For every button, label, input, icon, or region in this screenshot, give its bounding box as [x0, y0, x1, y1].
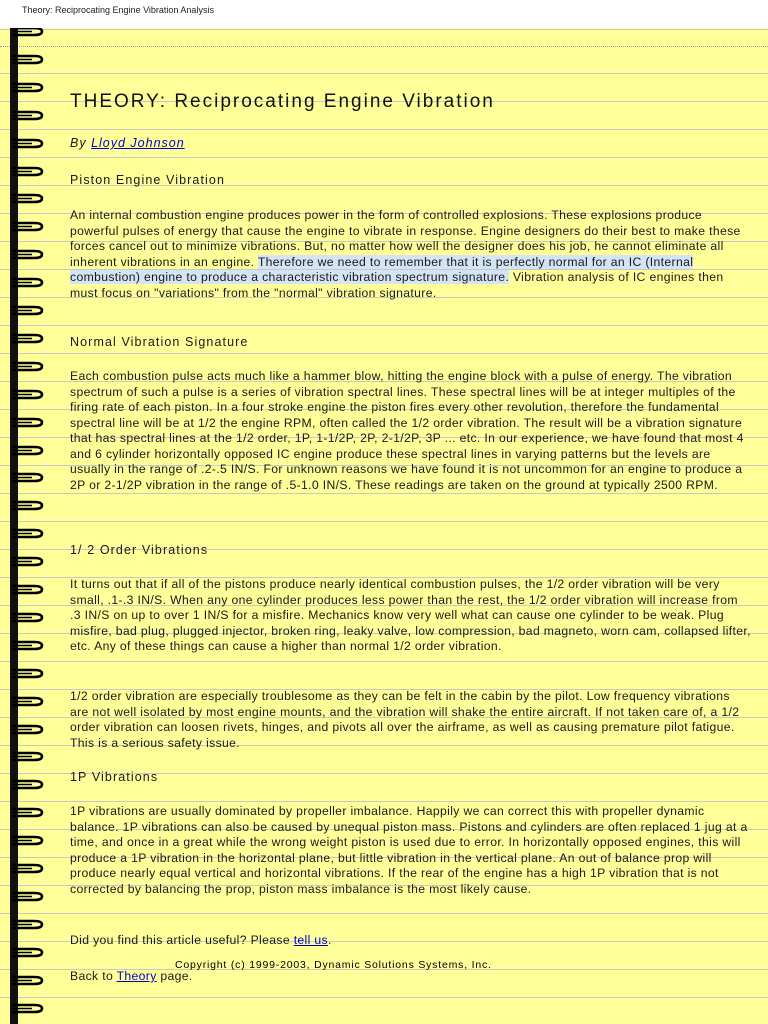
spiral-ring-icon: [12, 526, 46, 540]
spiral-ring-icon: [12, 443, 46, 457]
spiral-ring-icon: [12, 28, 46, 38]
spiral-ring-icon: [12, 303, 46, 317]
paragraph-half-order-1: It turns out that if all of the pistons produce nearly identical combustion pulses, the 1/2 order vibration will be very small, .1-.3 IN/S. When any one cylinder produces less power than the rest, the 1/2 order vibration will increase from .3 IN/S on up to over 1 IN/S for a misfire. Mechanics know very well what can cause one cylinder to be weak. Plug misfire, bad plug, plugged injector, broken ring, leaky valve, low compression, bad magneto, worn cam, collapsed lifter, etc. Any of these things can cause a higher than normal 1/2 order vibration.: [70, 577, 751, 653]
browser-header: [0, 0, 768, 28]
spiral-ring-icon: [12, 387, 46, 401]
article-title: THEORY: Reciprocating Engine Vibration: [70, 91, 495, 112]
paragraph-piston-end: Vibration analysis of IC engines then must focus on "variations" from the "normal" vibration signature.: [70, 270, 724, 300]
section-heading-half-order: 1/ 2 Order Vibrations: [70, 543, 209, 557]
spiral-ring-icon: [12, 275, 46, 289]
spiral-ring-icon: [12, 694, 46, 708]
highlighted-text: Therefore we need to remember that it is perfectly normal for an IC (Internal combustion) engine to produce a characteristic vibration spectrum signature.: [70, 254, 694, 284]
spiral-ring-icon: [12, 359, 46, 373]
theory-link[interactable]: Theory: [116, 969, 157, 983]
back-line: [70, 969, 752, 985]
section-heading-normal: Normal Vibration Signature: [70, 335, 249, 349]
spiral-ring-icon: [12, 582, 46, 596]
spiral-ring-icon: [12, 917, 46, 931]
spiral-ring-icon: [12, 861, 46, 875]
back-end: page.: [156, 969, 193, 983]
spiral-ring-icon: [12, 973, 46, 987]
paragraph-piston: [70, 208, 752, 301]
spiral-ring-icon: [12, 498, 46, 512]
spiral-ring-icon: [12, 191, 46, 205]
spiral-ring-icon: [12, 164, 46, 178]
spiral-ring-icon: [12, 247, 46, 261]
tell-us-link[interactable]: tell us: [293, 933, 328, 947]
spiral-ring-icon: [12, 722, 46, 736]
spiral-ring-icon: [12, 1001, 46, 1015]
section-heading-piston: Piston Engine Vibration: [70, 173, 226, 187]
spiral-ring-icon: [12, 470, 46, 484]
section-heading-1p: 1P Vibrations: [70, 770, 159, 784]
feedback-line: [70, 933, 752, 949]
spiral-ring-icon: [12, 108, 46, 122]
author-link[interactable]: Lloyd Johnson: [91, 136, 185, 150]
spiral-ring-icon: [12, 415, 46, 429]
feedback-text: Did you find this article useful? Please: [70, 933, 294, 947]
spiral-ring-icon: [12, 749, 46, 763]
spiral-ring-icon: [12, 945, 46, 959]
spiral-ring-icon: [12, 638, 46, 652]
paragraph-normal: Each combustion pulse acts much like a hammer blow, hitting the engine block with a pulse of energy. The vibration spectrum of such a pulse is a series of vibration spectral lines. These spectral lines will be at integer multiples of the firing rate of each piston. In a four stroke engine the piston fires every other revolution, therefore the fundamental spectral line will be at 1/2 the engine RPM, often called the 1/2 order vibration. The result will be a vibration signature that has spectral lines at the 1/2 order, 1P, 1-1/2P, 2P, 2-1/2P, 3P ... etc. In our experience, we have found that most 4 and 6 cylinder horizontally opposed IC engine produce these spectral lines in varying patterns but the levels are usually in the range of .2-.5 IN/S. For unknown reasons we have found it is not uncommon for an engine to produce a 2P or 2-1/2P vibration in the range of .5-1.0 IN/S. These readings are taken on the ground at typically 2500 RPM.: [70, 369, 744, 492]
page-title-header: Theory: Reciprocating Engine Vibration Analysis: [22, 5, 214, 15]
spiral-ring-icon: [12, 80, 46, 94]
spiral-ring-icon: [12, 331, 46, 345]
spiral-ring-icon: [12, 52, 46, 66]
paragraph-1p: 1P vibrations are usually dominated by propeller imbalance. Happily we can correct this with propeller dynamic balance. 1P vibrations can also be caused by unequal piston mass. Pistons and cylinders are often replaced 1 jug at a time, and once in a great while the wrong weight piston is used due to error. In horizontally opposed engines, this will produce a 1P vibration in the horizontal plane, but little vibration in the vertical plane. An out of balance prop will produce nearly equal vertical and horizontal vibrations. If the rear of the engine has a high 1P vibration that is not corrected by balancing the prop, piston mass imbalance is the most likely cause.: [70, 804, 748, 896]
byline-prefix: By: [70, 136, 87, 150]
copyright: Copyright (c) 1999-2003, Dynamic Solutions Systems, Inc.: [175, 959, 492, 971]
paragraph-half-order-2: 1/2 order vibration are especially troublesome as they can be felt in the cabin by the pilot. Low frequency vibrations are not well isolated by most engine mounts, and the vibration will shake the entire aircraft. If not taken care of, a 1/2 order vibration can loosen rivets, hinges, and pivots all over the airframe, as well as causing premature pilot fatigue. This is a serious safety issue.: [70, 689, 740, 750]
spiral-ring-icon: [12, 666, 46, 680]
paragraph-piston-start: An internal combustion engine produces power in the form of controlled explosions. These explosions produce powerful pulses of energy that cause the engine to vibrate in response. Engine designers do their best to make these forces cancel out to minimize vibrations. But, no matter how well the designer does his job, he cannot eliminate all inherent vibrations in an engine.: [70, 208, 741, 269]
back-text: Back to: [70, 969, 117, 983]
spiral-ring-icon: [12, 805, 46, 819]
spiral-ring-icon: [12, 833, 46, 847]
spiral-ring-icon: [12, 554, 46, 568]
byline: [70, 136, 185, 152]
spiral-ring-icon: [12, 136, 46, 150]
spiral-ring-icon: [12, 777, 46, 791]
spiral-ring-icon: [12, 219, 46, 233]
spiral-ring-icon: [12, 610, 46, 624]
notebook-paper: [0, 28, 768, 1024]
spiral-ring-icon: [12, 889, 46, 903]
feedback-end: .: [327, 933, 332, 947]
